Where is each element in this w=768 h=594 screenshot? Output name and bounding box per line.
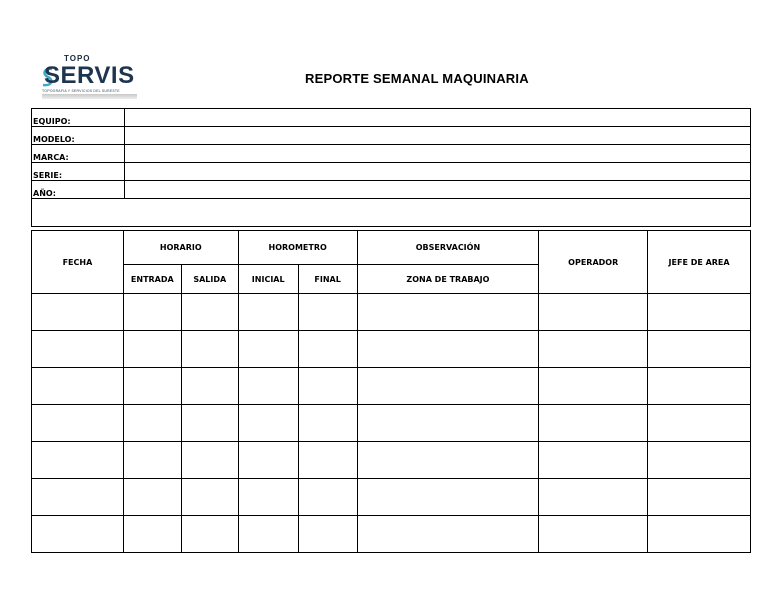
subheader-zona-de-trabajo: ZONA DE TRABAJO bbox=[357, 265, 539, 294]
cell-fecha[interactable] bbox=[32, 294, 124, 331]
cell-entrada[interactable] bbox=[123, 479, 181, 516]
cell-salida[interactable] bbox=[181, 331, 238, 368]
info-row bbox=[32, 145, 751, 163]
cell-zona-de-trabajo[interactable] bbox=[357, 405, 539, 442]
cell-final[interactable] bbox=[298, 368, 357, 405]
cell-operador[interactable] bbox=[539, 294, 648, 331]
company-logo bbox=[40, 54, 140, 104]
cell-final[interactable] bbox=[298, 331, 357, 368]
cell-operador[interactable] bbox=[539, 331, 648, 368]
cell-fecha[interactable] bbox=[32, 516, 124, 553]
cell-salida[interactable] bbox=[181, 368, 238, 405]
info-row bbox=[32, 163, 751, 181]
cell-jefe-de-area[interactable] bbox=[648, 442, 751, 479]
info-label-marca: MARCA: bbox=[32, 145, 125, 163]
cell-jefe-de-area[interactable] bbox=[648, 516, 751, 553]
table-row bbox=[32, 479, 751, 516]
logo-underline-bar bbox=[42, 94, 137, 99]
cell-salida[interactable] bbox=[181, 405, 238, 442]
cell-operador[interactable] bbox=[539, 368, 648, 405]
cell-final[interactable] bbox=[298, 442, 357, 479]
cell-operador[interactable] bbox=[539, 516, 648, 553]
cell-entrada[interactable] bbox=[123, 516, 181, 553]
logo-top-text: TOPO bbox=[64, 54, 91, 63]
cell-inicial[interactable] bbox=[238, 294, 298, 331]
info-row bbox=[32, 127, 751, 145]
cell-inicial[interactable] bbox=[238, 368, 298, 405]
cell-inicial[interactable] bbox=[238, 331, 298, 368]
info-value-anio[interactable] bbox=[125, 181, 751, 199]
equipment-info-table bbox=[31, 108, 751, 227]
cell-operador[interactable] bbox=[539, 405, 648, 442]
cell-salida[interactable] bbox=[181, 294, 238, 331]
cell-entrada[interactable] bbox=[123, 294, 181, 331]
cell-jefe-de-area[interactable] bbox=[648, 368, 751, 405]
cell-entrada[interactable] bbox=[123, 442, 181, 479]
info-label-modelo: MODELO: bbox=[32, 127, 125, 145]
header-jefe-de-area: JEFE DE AREA bbox=[648, 231, 751, 294]
header-horometro: HOROMETRO bbox=[238, 231, 357, 265]
table-row bbox=[32, 368, 751, 405]
cell-jefe-de-area[interactable] bbox=[648, 479, 751, 516]
cell-fecha[interactable] bbox=[32, 479, 124, 516]
subheader-inicial: INICIAL bbox=[238, 265, 298, 294]
info-label-anio: AÑO: bbox=[32, 181, 125, 199]
header-horario: HORARIO bbox=[123, 231, 238, 265]
cell-fecha[interactable] bbox=[32, 405, 124, 442]
cell-final[interactable] bbox=[298, 294, 357, 331]
weekly-report-table bbox=[31, 230, 751, 553]
cell-jefe-de-area[interactable] bbox=[648, 405, 751, 442]
info-value-serie[interactable] bbox=[125, 163, 751, 181]
cell-inicial[interactable] bbox=[238, 479, 298, 516]
cell-zona-de-trabajo[interactable] bbox=[357, 331, 539, 368]
cell-entrada[interactable] bbox=[123, 405, 181, 442]
info-spacer-cell bbox=[32, 199, 751, 227]
cell-entrada[interactable] bbox=[123, 368, 181, 405]
table-row bbox=[32, 516, 751, 553]
cell-final[interactable] bbox=[298, 516, 357, 553]
logo-main-text: SERVIS bbox=[44, 62, 135, 89]
info-label-equipo: EQUIPO: bbox=[32, 109, 125, 127]
cell-zona-de-trabajo[interactable] bbox=[357, 294, 539, 331]
info-spacer-row bbox=[32, 199, 751, 227]
subheader-entrada: ENTRADA bbox=[123, 265, 181, 294]
table-row bbox=[32, 294, 751, 331]
cell-fecha[interactable] bbox=[32, 331, 124, 368]
cell-zona-de-trabajo[interactable] bbox=[357, 516, 539, 553]
table-row bbox=[32, 331, 751, 368]
cell-inicial[interactable] bbox=[238, 405, 298, 442]
table-row bbox=[32, 405, 751, 442]
info-row bbox=[32, 109, 751, 127]
cell-final[interactable] bbox=[298, 405, 357, 442]
cell-zona-de-trabajo[interactable] bbox=[357, 368, 539, 405]
cell-final[interactable] bbox=[298, 479, 357, 516]
cell-salida[interactable] bbox=[181, 442, 238, 479]
info-value-modelo[interactable] bbox=[125, 127, 751, 145]
subheader-final: FINAL bbox=[298, 265, 357, 294]
cell-zona-de-trabajo[interactable] bbox=[357, 442, 539, 479]
header-fecha: FECHA bbox=[32, 231, 124, 294]
cell-zona-de-trabajo[interactable] bbox=[357, 479, 539, 516]
document-title: REPORTE SEMANAL MAQUINARIA bbox=[305, 71, 529, 86]
header-operador: OPERADOR bbox=[539, 231, 648, 294]
cell-inicial[interactable] bbox=[238, 516, 298, 553]
cell-salida[interactable] bbox=[181, 479, 238, 516]
cell-jefe-de-area[interactable] bbox=[648, 331, 751, 368]
cell-fecha[interactable] bbox=[32, 442, 124, 479]
cell-operador[interactable] bbox=[539, 442, 648, 479]
logo-tagline: TOPOGRAFIA Y SERVICIOS DEL SURESTE bbox=[42, 89, 120, 93]
table-row bbox=[32, 442, 751, 479]
info-value-equipo[interactable] bbox=[125, 109, 751, 127]
cell-operador[interactable] bbox=[539, 479, 648, 516]
header-row bbox=[32, 231, 751, 265]
cell-entrada[interactable] bbox=[123, 331, 181, 368]
info-label-serie: SERIE: bbox=[32, 163, 125, 181]
info-value-marca[interactable] bbox=[125, 145, 751, 163]
cell-fecha[interactable] bbox=[32, 368, 124, 405]
cell-jefe-de-area[interactable] bbox=[648, 294, 751, 331]
cell-inicial[interactable] bbox=[238, 442, 298, 479]
cell-salida[interactable] bbox=[181, 516, 238, 553]
subheader-salida: SALIDA bbox=[181, 265, 238, 294]
info-row bbox=[32, 181, 751, 199]
header-observacion: OBSERVACIÓN bbox=[357, 231, 539, 265]
table-body bbox=[32, 294, 751, 553]
